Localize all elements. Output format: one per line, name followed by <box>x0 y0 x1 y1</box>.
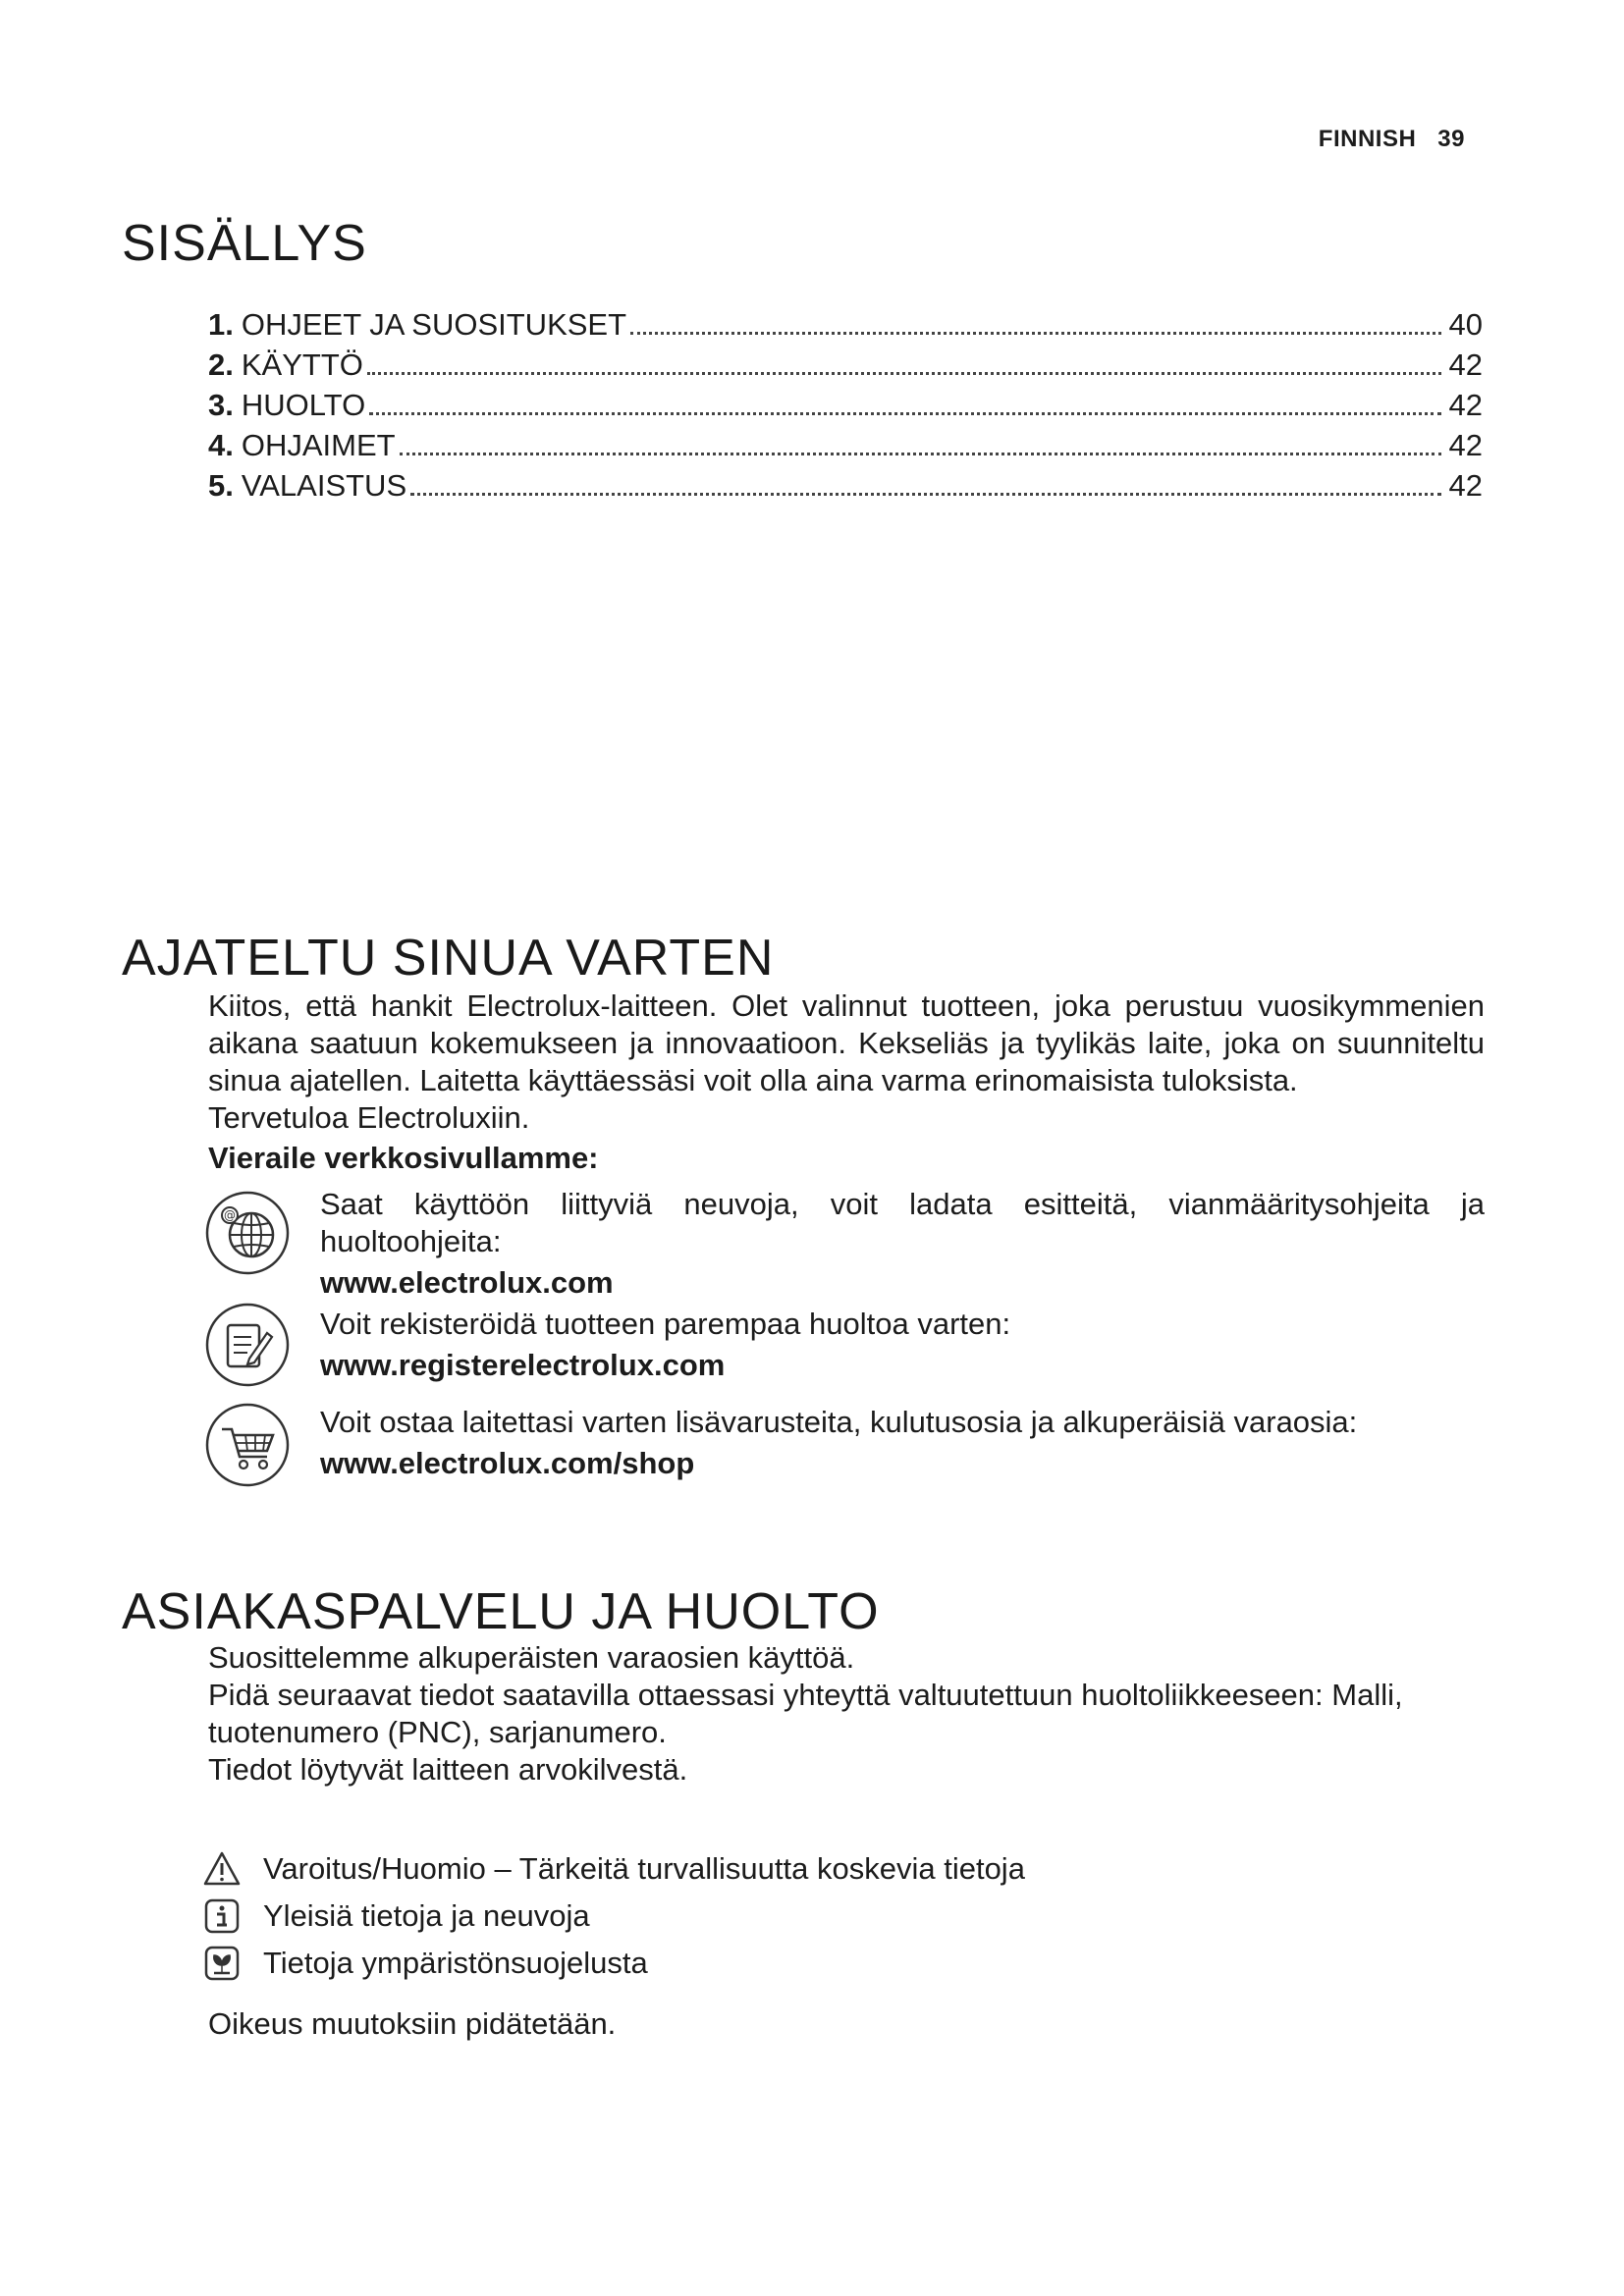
intro-title: AJATELTU SINUA VARTEN <box>122 930 775 987</box>
toc-item-label: HUOLTO <box>241 388 366 422</box>
welcome-text: Tervetuloa Electroluxiin. <box>208 1100 530 1135</box>
legend-item <box>202 1893 1025 1940</box>
toc-item-page: 42 <box>1448 428 1483 462</box>
legend-text: Yleisiä tietoja ja neuvoja <box>263 1898 590 1933</box>
info-icon <box>202 1896 242 1936</box>
warning-icon <box>202 1849 242 1889</box>
toc-item[interactable] <box>208 304 1483 345</box>
shopping-cart-icon <box>204 1402 291 1488</box>
service-paragraph <box>208 1639 1485 1789</box>
legend-item <box>202 1940 1025 1987</box>
toc-item[interactable] <box>208 425 1483 465</box>
register-icon <box>204 1302 291 1388</box>
toc-item-number: 4. <box>208 428 234 462</box>
toc-item-page: 42 <box>1448 468 1483 503</box>
service-title: ASIAKASPALVELU JA HUOLTO <box>122 1583 880 1640</box>
shop-link[interactable]: www.electrolux.com/shop <box>320 1446 695 1480</box>
link-description: Voit ostaa laitettasi varten lisävarusteita, kulutusosia ja alkuperäisiä varaosia: <box>320 1405 1358 1439</box>
toc-item-number: 2. <box>208 347 234 382</box>
svg-text:@: @ <box>224 1208 236 1222</box>
intro-text: Kiitos, että hankit Electrolux-laitteen. Olet valinnut tuotteen, joka perustuu vuosikymmenien aikana saatuun kokemukseen ja innovaatioon. Kekseliäs ja tyylikäs laite, joka on suunniteltu sinua ajatellen. Laitetta käyttäessäsi voit olla aina varma erinomaisista tuloksista. <box>208 988 1485 1097</box>
service-line: Tiedot löytyvät laitteen arvokilvestä. <box>208 1752 688 1787</box>
globe-icon <box>204 1190 291 1276</box>
toc-item-number: 5. <box>208 468 234 503</box>
visit-label: Vieraile verkkosivullamme: <box>208 1141 599 1175</box>
symbol-legend <box>202 1845 1025 1987</box>
toc-item-label: KÄYTTÖ <box>241 347 363 382</box>
dot-leader <box>630 331 1441 335</box>
footnote: Oikeus muutoksiin pidätetään. <box>208 2006 617 2041</box>
legend-item <box>202 1845 1025 1893</box>
toc-item-number: 1. <box>208 307 234 342</box>
toc-item[interactable] <box>208 465 1483 506</box>
register-link[interactable]: www.registerelectrolux.com <box>320 1348 726 1382</box>
toc-item-label: VALAISTUS <box>241 468 407 503</box>
dot-leader <box>367 371 1441 375</box>
environment-icon <box>202 1944 242 1983</box>
link-block-register <box>320 1306 1485 1384</box>
legend-text: Tietoja ympäristönsuojelusta <box>263 1946 648 1980</box>
link-block-shop <box>320 1404 1485 1482</box>
toc-item-label: OHJEET JA SUOSITUKSET <box>241 307 627 342</box>
service-line: Suosittelemme alkuperäisten varaosien käyttöä. <box>208 1640 855 1675</box>
link-description: Voit rekisteröidä tuotteen parempaa huoltoa varten: <box>320 1307 1011 1341</box>
intro-paragraph <box>208 988 1485 1137</box>
toc-item-page: 40 <box>1448 307 1483 342</box>
toc-item-page: 42 <box>1448 388 1483 422</box>
electrolux-link[interactable]: www.electrolux.com <box>320 1265 614 1300</box>
dot-leader <box>410 492 1441 496</box>
dot-leader <box>369 411 1441 415</box>
service-line: Pidä seuraavat tiedot saatavilla ottaessasi yhteyttä valtuutettuun huoltoliikkeeseen: Malli, tuotenumero (PNC), sarjanumero. <box>208 1678 1403 1749</box>
link-block-support <box>320 1186 1485 1302</box>
toc-item-label: OHJAIMET <box>241 428 396 462</box>
dot-leader <box>400 452 1441 455</box>
toc-item-number: 3. <box>208 388 234 422</box>
legend-text: Varoitus/Huomio – Tärkeitä turvallisuutta koskevia tietoja <box>263 1851 1025 1886</box>
page-header <box>1319 126 1465 153</box>
page-number: 39 <box>1437 126 1465 152</box>
toc-item[interactable] <box>208 345 1483 385</box>
toc-item[interactable] <box>208 385 1483 425</box>
table-of-contents <box>208 304 1483 506</box>
toc-item-page: 42 <box>1448 347 1483 382</box>
link-description: Saat käyttöön liittyviä neuvoja, voit ladata esitteitä, vianmääritysohjeita ja huoltoohjeita: <box>320 1187 1485 1258</box>
toc-title: SISÄLLYS <box>122 215 367 272</box>
language-label: FINNISH <box>1318 126 1417 152</box>
